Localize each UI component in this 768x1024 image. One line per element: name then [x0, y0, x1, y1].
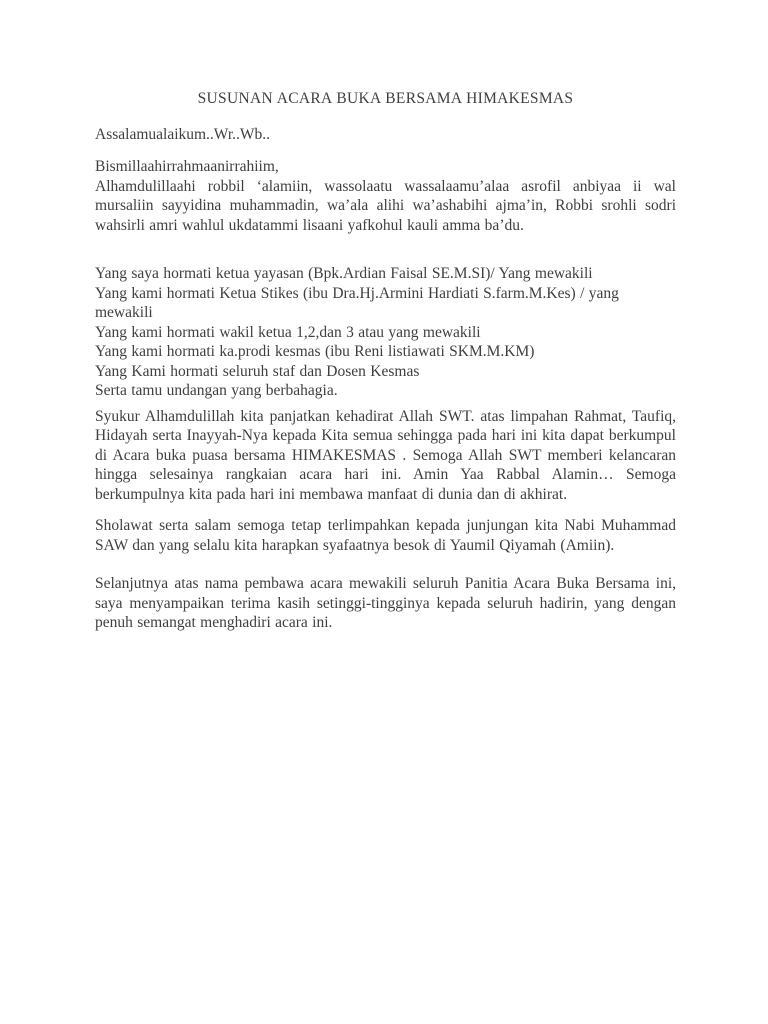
paragraph-gratitude: Syukur Alhamdulillah kita panjatkan kehadirat Allah SWT. atas limpahan Rahmat, Taufiq, Hidayah serta Inayyah-Nya kepada Kita semua sehingga pada hari ini kita dapat berkumpul di Acara buka puasa bersama HIMAKESMAS . Semoga Allah SWT memberi kelancaran hingga selesainya rangkaian acara hari ini. Amin Yaa Rabbal Alamin… Semoga berkumpulnya kita pada hari ini membawa manfaat di dunia dan di akhirat. — [95, 407, 676, 503]
honorific-line: Yang Kami hormati seluruh staf dan Dosen Kesmas — [95, 362, 420, 380]
honorific-line: Yang kami hormati wakil ketua 1,2,dan 3 atau yang mewakili — [95, 323, 481, 341]
honorific-line: Yang kami hormati ka.prodi kesmas (ibu Reni listiawati SKM.M.KM) — [95, 343, 535, 360]
opening-prayer-line1: Bismillaahirrahmaanirrahiim, — [95, 158, 279, 175]
honorific-line: Yang saya hormati ketua yayasan (Bpk.Ardian Faisal SE.M.SI)/ Yang mewakili — [95, 265, 593, 282]
honorifics-list — [95, 264, 676, 401]
paragraph-closing: Selanjutnya atas nama pembawa acara mewakili seluruh Panitia Acara Buka Bersama ini, saya menyampaikan terima kasih setinggi-tingginya kepada seluruh hadirin, yang dengan penuh semangat menghadiri acara ini. — [95, 575, 676, 631]
salutation-line: Assalamualaikum..Wr..Wb.. — [95, 125, 271, 143]
honorific-line: Yang kami hormati Ketua Stikes (ibu Dra.Hj.Armini Hardiati S.farm.M.Kes) / yang mewakili — [95, 284, 619, 321]
document-title: SUSUNAN ACARA BUKA BERSAMA HIMAKESMAS — [197, 90, 574, 107]
document-content — [95, 89, 676, 633]
opening-prayer — [95, 157, 676, 235]
opening-prayer-body: Alhamdulillaahi robbil ‘alamiin, wassolaatu wassalaamu’alaa asrofil anbiyaa ii wal mursaliin sayyidina muhammadin, wa’ala alihi wa’ashabihi ajma’in, Robbi srohli sodri wahsirli amri wahlul ukdatammi lisaani yafkohul kauli amma ba’du. — [95, 177, 676, 234]
paragraph-sholawat: Sholawat serta salam semoga tetap terlimpahkan kepada junjungan kita Nabi Muhammad SAW dan yang selalu kita harapkan syafaatnya besok di Yaumil Qiyamah (Amiin). — [95, 517, 676, 554]
honorific-line: Serta tamu undangan yang berbahagia. — [95, 382, 338, 399]
